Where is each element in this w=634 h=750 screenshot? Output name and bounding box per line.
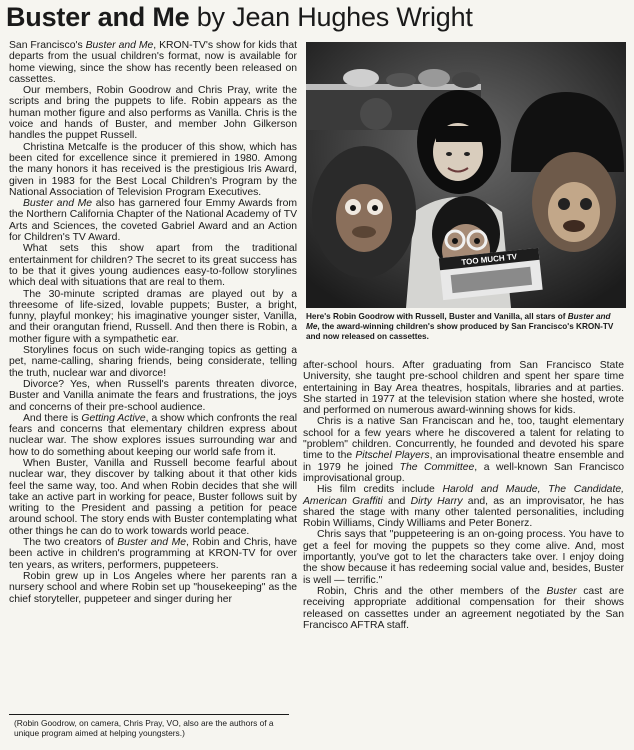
show-title: Getting Active [81,412,146,424]
book-title: TOO MUCH TV [460,252,518,267]
paragraph [9,40,297,85]
paragraph [303,416,624,484]
paragraph: Chris says that "puppeteering is an on-going process. You have to get a feel for moving the puppets so they come alive. And, most importantly, you've got to let the characters take over. I enjoy doing the show because it has redeeming social value and, besides, Buster is well — terrific." [303,529,624,586]
footnote: (Robin Goodrow, on camera, Chris Pray, VO, also are the authors of a unique program aimed at helping youngsters.) [14,718,274,738]
right-column [303,360,624,631]
mask-icon [360,98,392,130]
text-run: , KRON-TV's show for kids that departs from the usual children's format, now is available for home viewing, since the show has recently been released on cassettes. [9,40,297,85]
text-run: cast are receiving appropriate additional compensation for their shows released on cassettes under an agreement negotiated by the San Francisco AFTRA staff. [303,585,624,631]
show-title: Buster and Me [23,198,93,210]
paragraph: Christina Metcalfe is the producer of this show, which has been cited for excellence since it premiered in 1980. Among the many honors it has received is the prestigious Iris Award, given in 1983 for the Best Local Children's Program by the National Association of Television Program Executives. [9,141,297,198]
film-titles: Harold and Maude, The Candidate, American Graffiti [303,484,624,507]
photo-illustration [306,42,626,308]
text-run: His film credits include [317,484,443,496]
group-name: The Committee [399,461,475,473]
footnote-divider [9,714,289,715]
text-run: , an improvisational theatre ensemble and in 1979 he joined [303,450,625,473]
text-run: , a well-known San Francisco improvisational group. [303,461,624,484]
text-run: Robin, Chris and the other members of the [317,585,547,597]
text-run: and, as an improvisator, he has shared the stage with many other talented personalities, including Robin Williams, Cindy Williams and Peter Bonerz. [303,495,624,530]
paragraph: Divorce? Yes, when Russell's parents threaten divorce, Buster and Vanilla animate the fears and frustrations, the joys and concerns of their pre-school audience. [9,378,297,413]
paragraph: When Buster, Vanilla and Russell become fearful about nuclear war, they discover by talking about it that other kids feel the same way, too. And when Robin decides that she will take an active part in working for peace, Buster follows suit by writing to the President and passing a petition for peace around school. The story ends with Buster contemplating what other things he can do to work towards world peace. [9,457,297,537]
text-run: And there is [23,412,82,424]
paragraph [9,413,297,458]
show-title: Buster and Me [117,537,187,549]
text-run: , the award-winning children's show produced by San Francisco's KRON-TV and now released on cassettes. [306,322,614,341]
article-byline: by Jean Hughes Wright [189,2,473,32]
text-run: and [382,495,411,507]
show-title: Buster and Me [85,40,154,51]
film-title: Dirty Harry [410,495,463,507]
paragraph [9,198,297,243]
show-title: Buster [546,585,577,597]
text-run: Chris is a native San Franciscan and he, too, taught elementary school for a few years where he discovered a talent for relating to "problem" children. Concurrently, he founded and devoted his spare time to the [303,416,624,462]
paragraph [303,586,624,631]
paragraph [303,484,624,529]
photo-caption [306,312,624,342]
show-title: Buster and Me [306,312,611,331]
paragraph: What sets this show apart from the traditional entertainment for children? The secret to its great success has to be that it gives young audiences easy-to-follow storylines which deal with situations that are real to them. [9,243,297,289]
paragraph: Robin grew up in Los Angeles where her parents ran a nursery school and where Robin set up "housekeeping" as the chief storyteller, puppeteer and singer during her [9,570,297,605]
text-run: also has garnered four Emmy Awards from the Northern California Chapter of the National Academy of TV Arts and Sciences, the coveted Gabriel Award and an Action for Children's TV Award. [9,198,298,244]
text-run: The two creators of [23,537,118,549]
paragraph: The 30-minute scripted dramas are played out by a threesome of life-sized, lovable puppets; Buster, a bright, funny, playful monkey; his imaginative younger sister, Vanilla, and their orangutan friend, Russell. And then there is Robin, a mother figure with a sympathetic ear. [9,288,297,345]
text-run: , Robin and Chris, have been active in children's programming at KRON-TV for over ten years, as writers, performers, puppeteers. [9,537,297,571]
text-run: San Francisco's [9,40,86,51]
paragraph: after-school hours. After graduating from San Francisco State University, she taught pre-school children and spent her spare time entertaining in Bay Area theatres, hospitals, libraries and at parties. She started in 1977 at the television station where she hosted, wrote and performed on numerous award-winning shows for kids. [303,360,624,417]
paragraph: Storylines focus on such wide-ranging topics as getting a pet, name-calling, sharing friends, being considerate, telling the truth, nuclear war and divorce! [9,345,297,379]
article-photo [306,42,626,308]
text-run: , a show which confronts the real fears and concerns that elementary children express about nuclear war. The show explores issues surrounding war and how to do something about keeping our world safe from it. [9,412,298,458]
group-name: Pitschel Players [355,450,430,462]
article-headline [6,2,626,32]
left-column [9,40,297,605]
paragraph: Our members, Robin Goodrow and Chris Pray, write the scripts and bring the puppets to life. Robin appears as the human mother figure and also performs as Vanilla. Chris is the voice and hands of Buster, and member John Gilkerson handles the puppet Russell. [9,85,297,142]
article-title: Buster and Me [6,2,190,32]
hat-icon [343,69,379,87]
paragraph [9,537,297,571]
text-run: Here's Robin Goodrow with Russell, Buster and Vanilla, all stars of [306,312,568,321]
